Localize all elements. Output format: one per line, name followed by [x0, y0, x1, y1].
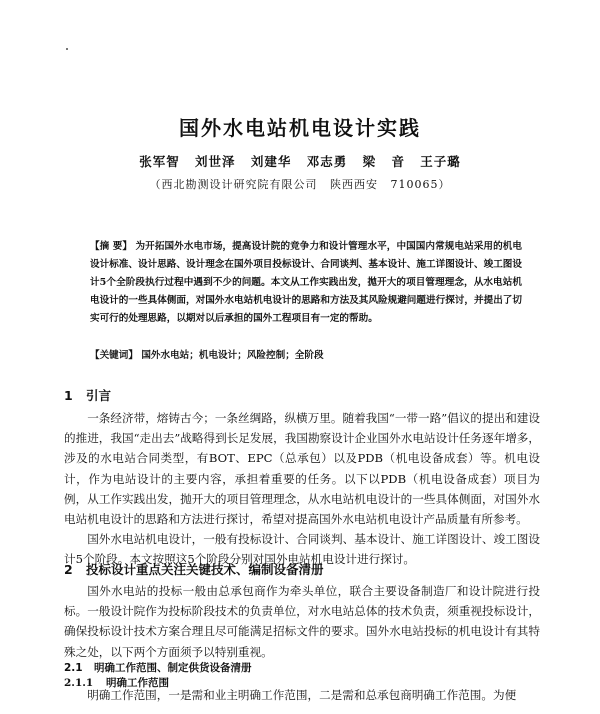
- section-1-paragraph: 一条经济带，熔铸古今；一条丝绸路，纵横万里。随着我国“一带一路”倡议的提出和建设的推进，我国“走出去”战略得到长足发展，我国勘察设计企业国外水电站设计任务逐年增多，涉及的水电站合同类型，有BOT、EPC（总承包）以及PDB（机电设备成套）等。机电设计，作为电站设计的主要内容，承担着重要的任务。以下以PDB（机电设备成套）项目为例，从工作实践出发，抛开大的项目管理理念，从水电站机电设计的一些具体侧面，对国外水电站机电设计的思路和方法进行探讨，希望对提高国外水电站机电设计产品质量有所参考。: [64, 411, 540, 527]
- section-2-body: [64, 581, 540, 662]
- keywords: [90, 347, 522, 361]
- abstract-label: 【摘 要】: [90, 241, 133, 252]
- keywords-text: 国外水电站；机电设计；风险控制；全阶段: [141, 350, 324, 361]
- keywords-label: 【关键词】: [90, 350, 138, 361]
- subsubsection-number: 2.1.1: [64, 677, 94, 689]
- abstract: [90, 238, 522, 328]
- section-1-body: [64, 408, 540, 570]
- paper-affiliation: （西北勘测设计研究院有限公司 陕西西安 710065）: [149, 178, 451, 191]
- section-1-number: 1: [64, 388, 73, 403]
- subsubsection-title: 明确工作范围: [106, 677, 169, 689]
- section-2-paragraph: 国外水电站的投标一般由总承包商作为牵头单位，联合主要设备制造厂和设计院进行投标。一般设计院作为投标阶段技术的负责单位，对水电站总体的技术负责，须重视投标设计，确保投标设计技术方案合理且尽可能满足招标文件的要求。国外水电站投标的机电设计有其特殊之处，以下两个方面须予以特别重视。: [64, 584, 540, 659]
- truncated-paragraph: 明确工作范围，一是需和业主明确工作范围，二是需和总承包商明确工作范围。为便: [87, 688, 517, 702]
- section-2-heading: [64, 560, 324, 578]
- paper-authors: 张军智 刘世泽 刘建华 邓志勇 梁 音 王子璐: [139, 154, 461, 169]
- section-1-title: 引言: [86, 388, 112, 403]
- subsection-number: 2.1: [64, 662, 83, 674]
- section-2-title: 投标设计重点关注关键技术、编制设备清册: [86, 562, 324, 577]
- scan-speck: [66, 48, 68, 50]
- section-1-paragraph: 国外水电站机电设计，一般有投标设计、合同谈判、基本设计、施工详图设计、竣工图设计5个阶段。本文按照这5个阶段分别对国外电站机电设计进行探讨。: [64, 532, 540, 567]
- section-2-number: 2: [64, 562, 73, 577]
- section-1-heading: [64, 386, 111, 404]
- abstract-text: 为开拓国外水电市场，提高设计院的竞争力和设计管理水平，中国国内常规电站采用的机电设计标准、设计思路、设计理念在国外项目投标设计、合同谈判、基本设计、施工详图设计、竣工图设计5个全阶段执行过程中遇到不少的问题。本文从工作实践出发，拋开大的项目管理理念，从水电站机电设计的一些具体侧面，对国外水电站机电设计的思路和方法及其风险规避问题进行探讨，并提出了切实可行的处理思路，以期对以后承担的国外工程项目有一定的帮助。: [90, 241, 523, 325]
- subsection-title: 明确工作范围、制定供货设备清册: [94, 662, 252, 674]
- paper-title: 国外水电站机电设计实践: [179, 116, 421, 140]
- subsection-heading: [64, 660, 252, 675]
